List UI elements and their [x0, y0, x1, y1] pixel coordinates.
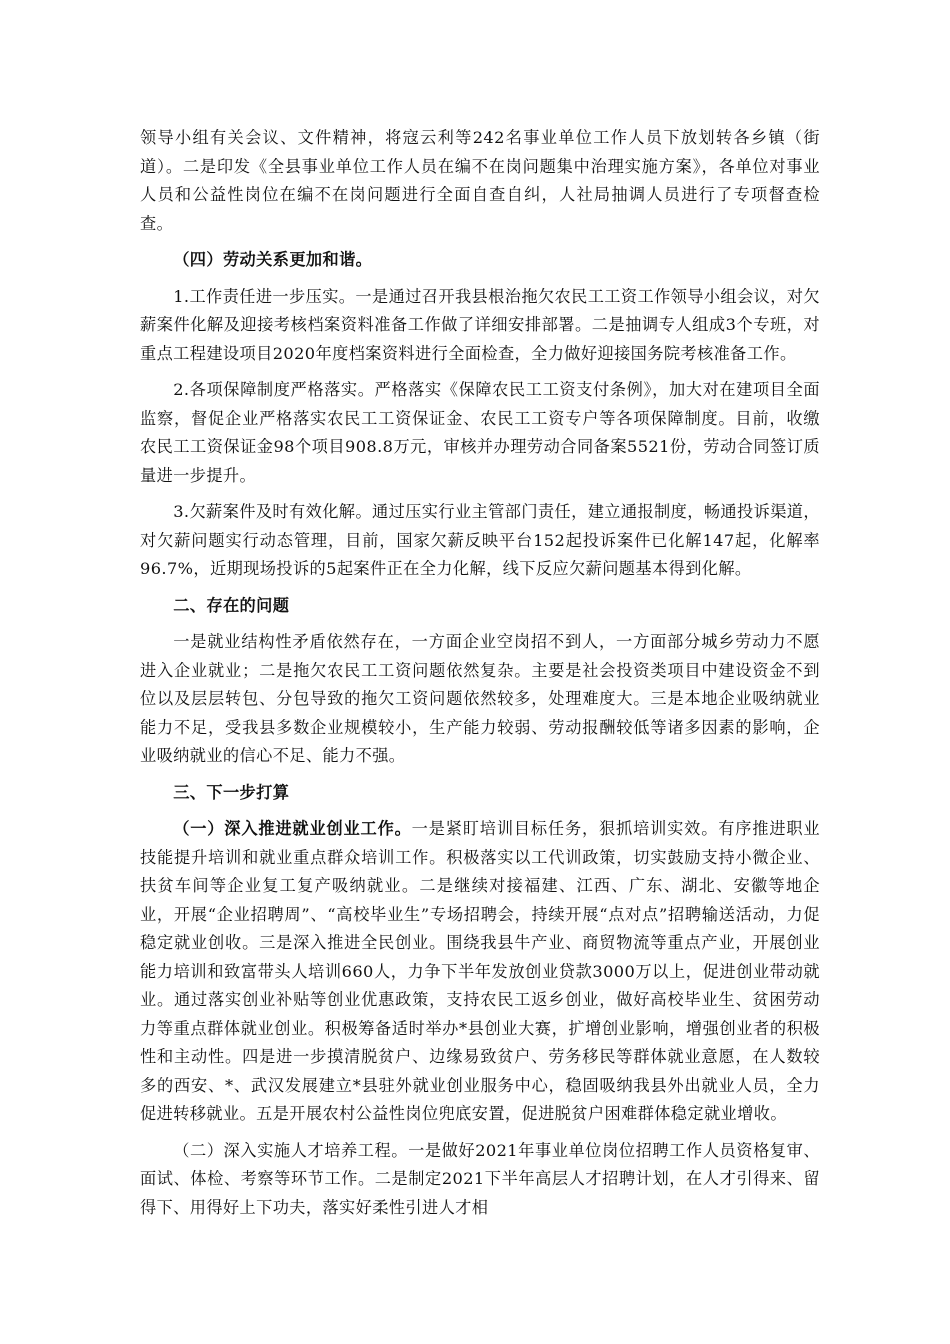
- paragraph-guarantee-system: 2.各项保障制度严格落实。严格落实《保障农民工工资支付条例》，加大对在建项目全面监察，督促企业严格落实农民工工资保证金、农民工工资专户等各项保障制度。目前，收缴农民工工资保证金98个项目908.8万元，审核并办理劳动合同备案5521份，劳动合同签订质量进一步提升。: [140, 380, 820, 485]
- subheading-employment: （一）深入推进就业创业工作。: [173, 819, 412, 838]
- paragraph-problems: 一是就业结构性矛盾依然存在，一方面企业空岗招不到人，一方面部分城乡劳动力不愿进入企业就业；二是拖欠农民工工资问题依然复杂。主要是社会投资类项目中建设资金不到位以及层层转包、分包导致的拖欠工资问题依然较多，处理难度大。三是本地企业吸纳就业能力不足，受我县多数企业规模较小，生产能力较弱、劳动报酬较低等诸多因素的影响，企业吸纳就业的信心不足、能力不强。: [140, 632, 820, 765]
- heading-existing-problems: 二、存在的问题: [173, 595, 290, 615]
- paragraph-continuation: 领导小组有关会议、文件精神，将寇云利等242名事业单位工作人员下放划转各乡镇（街道）。二是印发《全县事业单位工作人员在编不在岗问题集中治理实施方案》，各单位对事业人员和公益性岗位在编不在岗问题进行全面自查自纠，人社局抽调人员进行了专项督查检查。: [140, 128, 820, 233]
- heading-labor-relations: （四）劳动关系更加和谐。: [173, 250, 373, 269]
- paragraph-responsibility: 1.工作责任进一步压实。一是通过召开我县根治拖欠农民工工资工作领导小组会议，对欠薪案件化解及迎接考核档案资料准备工作做了详细安排部署。二是抽调专人组成3个专班，对重点工程建设项目2020年度档案资料进行全面检查，全力做好迎接国务院考核准备工作。: [140, 286, 820, 363]
- document-page: [140, 124, 820, 1230]
- paragraph-talent: （二）深入实施人才培养工程。一是做好2021年事业单位岗位招聘工作人员资格复审、面试、体检、考察等环节工作。二是制定2021下半年高层人才招聘计划，在人才引得来、留得下、用得好上下功夫，落实好柔性引进人才相: [140, 1140, 820, 1217]
- paragraph-employment-body: 一是紧盯培训目标任务，狠抓培训实效。有序推进职业技能提升培训和就业重点群众培训工作。积极落实以工代训政策，切实鼓励支持小微企业、扶贫车间等企业复工复产吸纳就业。二是继续对接福建、江西、广东、湖北、安徽等地企业，开展“企业招聘周”、“高校毕业生”专场招聘会，持续开展“点对点”招聘输送活动，力促稳定就业创收。三是深入推进全民创业。围绕我县牛产业、商贸物流等重点产业，开展创业能力培训和致富带头人培训660人，力争下半年发放创业贷款3000万以上，促进创业带动就业。通过落实创业补贴等创业优惠政策，支持农民工返乡创业，做好高校毕业生、贫困劳动力等重点群体就业创业。积极筹备适时举办*县创业大赛，扩增创业影响，增强创业者的积极性和主动性。四是进一步摸清脱贫户、边缘易致贫户、劳务移民等群体就业意愿，在人数较多的西安、*、武汉发展建立*县驻外就业创业服务中心，稳固吸纳我县外出就业人员，全力促进转移就业。五是开展农村公益性岗位兜底安置，促进脱贫户困难群体稳定就业增收。: [140, 819, 820, 1123]
- heading-next-steps: 三、下一步打算: [173, 782, 290, 802]
- paragraph-wage-cases: 3.欠薪案件及时有效化解。通过压实行业主管部门责任，建立通报制度，畅通投诉渠道，对欠薪问题实行动态管理，目前，国家欠薪反映平台152起投诉案件已化解147起，化解率96.7%，近期现场投诉的5起案件正在全力化解，线下反应欠薪问题基本得到化解。: [140, 502, 820, 578]
- paragraph-employment: [140, 815, 820, 1129]
